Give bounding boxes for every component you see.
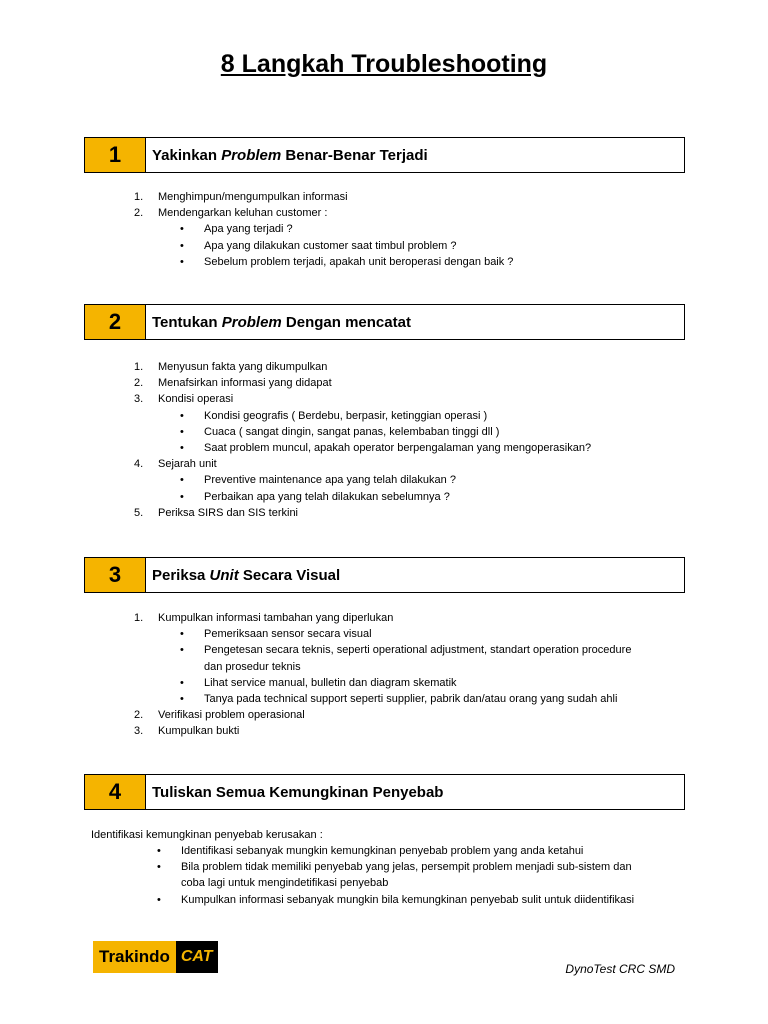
bullet-item: • Saat problem muncul, apakah operator berpengalaman yang mengoperasikan? bbox=[134, 440, 591, 456]
page-title: 8 Langkah Troubleshooting bbox=[220, 50, 548, 78]
step-title: Periksa Unit Secara Visual bbox=[152, 566, 341, 584]
step-4-header bbox=[84, 774, 685, 810]
step-title: Tuliskan Semua Kemungkinan Penyebab bbox=[152, 783, 444, 801]
step-number: 1 bbox=[85, 138, 146, 172]
step-title: Yakinkan Problem Benar-Benar Terjadi bbox=[152, 146, 428, 164]
step-number: 3 bbox=[85, 558, 146, 592]
step-2-list bbox=[134, 359, 591, 521]
bullet-item: • Identifikasi sebanyak mungkin kemungkinan penyebab problem yang anda ketahui bbox=[111, 843, 634, 859]
list-item: 2. Verifikasi problem operasional bbox=[134, 709, 305, 722]
list-item: 2. Menafsirkan informasi yang didapat bbox=[134, 377, 332, 390]
bullet-item-continuation: coba lagi untuk mengindetifikasi penyebab bbox=[181, 877, 389, 890]
step-number: 2 bbox=[85, 305, 146, 339]
bullet-item: • Kumpulkan informasi sebanyak mungkin bila kemungkinan penyebab sulit untuk diidentifikasi bbox=[111, 892, 634, 908]
list-item: 3. Kumpulkan bukti bbox=[134, 725, 240, 738]
step-4-intro: Identifikasi kemungkinan penyebab kerusakan : bbox=[91, 829, 323, 841]
bullet-item: • Pemeriksaan sensor secara visual bbox=[134, 626, 631, 642]
bullet-item: • Bila problem tidak memiliki penyebab yang jelas, persempit problem menjadi sub-sistem dan bbox=[111, 859, 634, 875]
bullet-item: • Cuaca ( sangat dingin, sangat panas, kelembaban tinggi dll ) bbox=[134, 424, 591, 440]
bullet-item: • Apa yang dilakukan customer saat timbul problem ? bbox=[134, 238, 513, 254]
bullet-item: • Pengetesan secara teknis, seperti operational adjustment, standart operation procedure bbox=[134, 642, 631, 658]
step-2-header bbox=[84, 304, 685, 340]
step-4-list bbox=[111, 843, 634, 908]
step-1-header bbox=[84, 137, 685, 173]
list-item: 2. Mendengarkan keluhan customer : bbox=[134, 207, 328, 220]
list-item: 3. Kondisi operasi bbox=[134, 393, 234, 406]
trakindo-cat-logo bbox=[93, 941, 218, 973]
cat-logo-icon: CAT bbox=[176, 941, 218, 973]
step-1-list bbox=[134, 189, 513, 270]
step-title: Tentukan Problem Dengan mencatat bbox=[152, 313, 411, 331]
logo-wordmark: Trakindo bbox=[93, 941, 176, 973]
step-3-list bbox=[134, 610, 631, 740]
bullet-item-continuation: dan prosedur teknis bbox=[204, 660, 301, 673]
bullet-item: • Lihat service manual, bulletin dan diagram skematik bbox=[134, 675, 631, 691]
list-item: 4. Sejarah unit bbox=[134, 458, 217, 471]
step-number: 4 bbox=[85, 775, 146, 809]
list-item: 5. Periksa SIRS dan SIS terkini bbox=[134, 506, 299, 519]
bullet-item: • Kondisi geografis ( Berdebu, berpasir, ketinggian operasi ) bbox=[134, 408, 591, 424]
bullet-item: • Apa yang terjadi ? bbox=[134, 221, 513, 237]
list-item: 1. Menghimpun/mengumpulkan informasi bbox=[134, 191, 348, 203]
bullet-item: • Tanya pada technical support seperti supplier, pabrik dan/atau orang yang sudah ahli bbox=[134, 691, 631, 707]
list-item: 1. Menyusun fakta yang dikumpulkan bbox=[134, 361, 328, 373]
bullet-item: • Preventive maintenance apa yang telah dilakukan ? bbox=[134, 472, 591, 488]
bullet-item: • Perbaikan apa yang telah dilakukan sebelumnya ? bbox=[134, 489, 591, 505]
step-3-header bbox=[84, 557, 685, 593]
list-item: 1. Kumpulkan informasi tambahan yang diperlukan bbox=[134, 612, 394, 624]
bullet-item: • Sebelum problem terjadi, apakah unit beroperasi dengan baik ? bbox=[134, 254, 513, 270]
footer-text: DynoTest CRC SMD bbox=[565, 962, 675, 976]
